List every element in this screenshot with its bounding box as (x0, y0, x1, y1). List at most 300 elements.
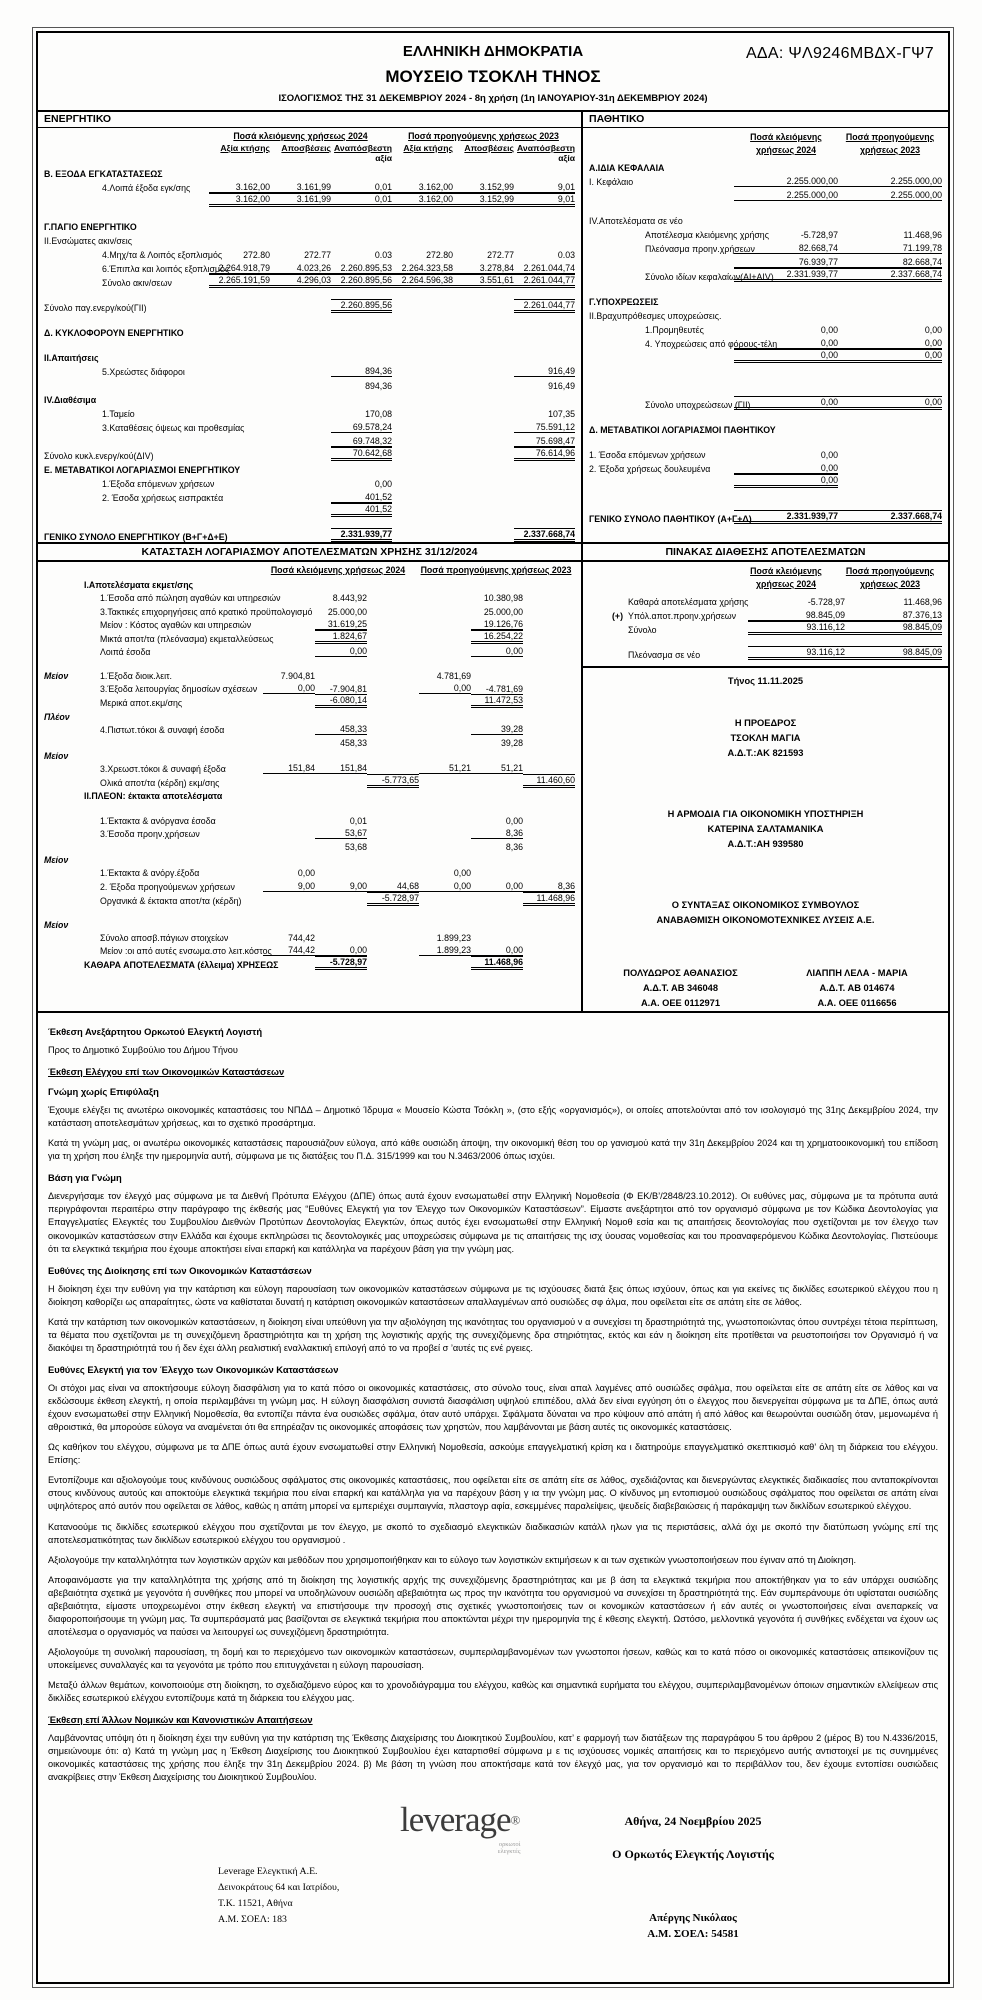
cell-value: 11.460,60 (523, 774, 575, 788)
table-row (44, 892, 575, 906)
cell-value: 98.845,09 (748, 610, 845, 621)
cell-value: 2.331.939,77 (734, 268, 838, 282)
row-qualifier: Μείον (44, 751, 69, 762)
row-label: ΓΕΝΙΚΟ ΣΥΝΟΛΟ ΕΝΕΡΓΗΤΙΚΟΥ (Β+Γ+Δ+Ε) (44, 532, 228, 542)
table-row (44, 218, 575, 232)
column-header-2023: Ποσά προηγούμενης χρήσεως 2023 (408, 131, 559, 141)
table-row (44, 657, 575, 668)
cell-value: 8,36 (505, 842, 523, 852)
table-row (44, 577, 575, 590)
table-row (44, 694, 575, 708)
table-row (44, 735, 575, 748)
cell-value: 0,00 (315, 945, 367, 956)
column-header-2024: Ποσά κλειόμενης χρήσεως 2024 (750, 132, 822, 155)
cell-value: 2.264.918,79 (209, 263, 270, 274)
income-year-headers (44, 565, 575, 575)
row-label: 3.Τακτικές επιχορηγήσεις από κρατικό προϋπολογισμό (100, 606, 313, 617)
cell-value: 0,00 (734, 463, 838, 474)
cell-value: 3.162,00 (209, 193, 270, 207)
cell-value: 2.255.000,00 (838, 190, 942, 201)
cell-value: 0,00 (471, 881, 523, 892)
auditor-name: Απέργης Νικόλαος (649, 1911, 737, 1924)
row-label: 4.Λοιπά έξοδα εγκ/σης (102, 183, 191, 193)
cell-value: 87.376,13 (845, 610, 942, 621)
row-label: 3.Έξοδα λειτουργίας δημοσίων σχέσεων (100, 684, 258, 695)
cell-value: 0,00 (734, 396, 838, 410)
row-label: 1.Ταμείο (102, 409, 135, 419)
cell-value: 2.331.939,77 (734, 510, 838, 524)
document-header (38, 33, 948, 110)
row-label: ΓΕΝΙΚΟ ΣΥΝΟΛΟ ΠΑΘΗΤΙΚΟΥ (Α+Γ+Δ) (589, 514, 752, 524)
leverage-logo (400, 1800, 520, 1856)
results-section (38, 542, 948, 1013)
cell-value: -5.728,97 (800, 230, 838, 240)
column-header-2023: Ποσά προηγούμενης χρήσεως 2023 (845, 566, 935, 589)
registered-trademark-icon: ® (510, 1812, 521, 1828)
table-row (44, 503, 575, 517)
cell-value: 3.161,99 (270, 182, 331, 193)
table-row (44, 801, 575, 812)
cell-value: 11.468,96 (903, 597, 942, 607)
row-label: 1.Έκτακτα & ανόργανα έσοδα (100, 815, 216, 826)
report-footer (48, 1792, 938, 1983)
table-row (44, 377, 575, 391)
cell-value: 3.161,99 (270, 193, 331, 207)
table-row (589, 254, 942, 268)
cell-value: 2.255.000,00 (734, 176, 838, 187)
row-label: ΙV.Διαθέσιμα (44, 395, 97, 405)
report-paragraph: Ως καθήκον του ελέγχου, σύμφωνα με τα ΔΠΕ όπως αυτά έχουν ενσωματωθεί στην Ελληνική Νομοθεσία, ασκούμε επαγγελματική κρίση κα ι διατηρούμε επαγγελματικό σκεπτικισμό καθ’ όλη τη διάρκεια του ελέγχου. Επίσης: (48, 1442, 938, 1466)
cell-value: 272.77 (304, 250, 331, 260)
cell-value: 151,84 (263, 763, 315, 774)
cell-value: 170,08 (365, 409, 392, 419)
assets-section (38, 110, 583, 542)
cell-value: 76.614,96 (514, 447, 575, 461)
table-row (589, 635, 942, 646)
leverage-logo-text: leverage (400, 1799, 511, 1839)
cell-value: 3.278,84 (453, 263, 514, 274)
report-paragraph: Η διοίκηση έχει την ευθύνη για την κατάρτιση και εύλογη παρουσίαση των οικονομικών καταστάσεων σύμφωνα με τις ισχύουσες διατά ξεις όπως ισχύουν, όπως και για εκείνες τις δικλίδες εσωτερικού ελέγχου που η διοίκηση καθορίζει ως απαραίτητες, ώστε να καθίσταται δυνατή η κατάρτιση οικονομικών καταστάσεων απαλλαγμένων από ουσιώδες σφ άλμα, που οφείλεται είτε σε απάτη είτε σε λάθος. (48, 1283, 938, 1307)
table-row (44, 274, 575, 288)
advisor-company: ΑΝΑΒΑΘΜΙΣΗ ΟΙΚΟΝΟΜΟΤΕΧΝΙΚΕΣ ΛΥΣΕΙΣ Α.Ε. (656, 915, 875, 925)
report-paragraph: Κατά τη γνώμη μας, οι ανωτέρω οικονομικές καταστάσεις παρουσιάζουν εύλογα, από κάθε ουσιώδη άποψη, την οικονομική θέση του ορ γανισμού κατά την 31η Δεκεμβρίου 2024 και τη χρηματοοικονομική του επίδοση για τη χρήση που έληξε την ημερομηνία αυτή, σύμφωνα με τις διατάξεις του Π.Δ. 315/1999 και του Ν.3463/2006 όπως ισχύει. (48, 1138, 938, 1162)
table-row (44, 761, 575, 774)
table-row (44, 391, 575, 405)
audit-report-section (38, 1013, 948, 1982)
cell-value: 76.939,77 (734, 257, 838, 268)
column-header-2023: Ποσά προηγούμενης χρήσεως 2023 (845, 132, 935, 155)
cell-value: 0,00 (820, 450, 838, 460)
cell-value: 0,00 (838, 338, 942, 349)
column-header-2023: Ποσά προηγούμενης χρήσεως 2023 (420, 565, 572, 575)
accountant-2-name: ΛΙΑΠΠΗ ΛΕΛΑ - ΜΑΡΙΑ (806, 968, 908, 978)
cell-value: 107,35 (548, 409, 575, 419)
cell-value: 0,00 (419, 683, 471, 694)
row-label: Δ. ΜΕΤΑΒΑΤΙΚΟΙ ΛΟΓΑΡΙΑΣΜΟΙ ΠΑΘΗΤΙΚΟΥ (589, 425, 776, 435)
cell-value: 25.000,00 (483, 606, 523, 617)
row-label: 1.Έξοδα επόμενων χρήσεων (102, 479, 215, 489)
cell-value: 0,00 (505, 815, 523, 826)
cell-value: 93.116,12 (748, 621, 845, 635)
cell-value: 0,00 (838, 349, 942, 363)
cell-value: -5.728,97 (367, 892, 419, 906)
president-signature (589, 716, 942, 761)
balance-sheet-subtitle: ΙΣΟΛΟΓΙΣΜΟΣ ΤΗΣ 31 ΔΕΚΕΜΒΡΙΟΥ 2024 - 8η χρήση (1η ΙΑΝΟΥΑΡΙΟΥ-31η ΔΕΚΕΜΒΡΙΟΥ 2024) (278, 93, 708, 104)
cell-value: 0,00 (734, 349, 838, 363)
subheader-net-value: Αναπόσβεστη αξία (517, 143, 575, 163)
accountant-1-name: ΠΟΛΥΔΩΡΟΣ ΑΘΑΝΑΣΙΟΣ (623, 968, 738, 978)
row-label: 1. Έσοδα επόμενων χρήσεων (589, 450, 706, 460)
accountants-signatures (589, 966, 942, 1011)
row-label: Οργανικά & έκτακτα αποτ/τα (κέρδη) (100, 895, 242, 906)
row-label: Γ.ΥΠΟΧΡΕΩΣΕΙΣ (589, 297, 659, 307)
row-qualifier: Μείον (44, 671, 69, 682)
row-label: 4.Μηχ/τα & Λοιπός εξοπλισμός (102, 250, 223, 260)
cell-value: 0,00 (453, 868, 471, 879)
row-label: Α.ΙΔΙΑ ΚΕΦΑΛΑΙΑ (589, 163, 665, 173)
cell-value: 71.199,78 (838, 243, 942, 254)
accountant-1 (623, 966, 737, 1011)
cell-value: 0,00 (419, 881, 471, 892)
row-label: Ι.Αποτελέσματα εκμετ/σης (84, 580, 194, 591)
table-row (589, 293, 942, 307)
cell-value: 2.261.044,74 (514, 263, 575, 274)
table-row (44, 617, 575, 630)
cell-value: 2.264.323,58 (392, 263, 453, 274)
assets-title: ΕΝΕΡΓΗΤΙΚΟ (38, 110, 581, 128)
cell-value: 458,33 (340, 737, 367, 748)
report-heading: Βάση για Γνώμη (48, 1172, 122, 1184)
cell-value: 1.899,23 (436, 932, 471, 943)
cell-value: 0,00 (374, 479, 392, 489)
row-label: Πλεόνασμα σε νέο (628, 650, 701, 660)
table-row (44, 852, 575, 865)
table-row (44, 812, 575, 825)
row-label: 2. Έσοδα χρήσεως εισπρακτέα (102, 493, 224, 503)
cell-value: 39,28 (500, 737, 523, 748)
row-label: Ολικά αποτ/τα (κέρδη) εκμ/σης (100, 778, 220, 789)
report-heading: Έκθεση Ελέγχου επί των Οικονομικών Καταστάσεων (48, 1066, 285, 1078)
report-paragraph: Κατά την κατάρτιση των οικονομικών καταστάσεων, η διοίκηση είναι υπεύθυνη για την αξιολόγηση της ικανότητας του οργανισμού ν α συνεχίσει τη δραστηριότητά της, γνωστοποιώντας όπου συντρέχει τέτοια περίπτωση, τα θέματα που σχετίζονται με τη συνεχιζόμενη δραστηριότητα και τη χρήση της λογιστικής αρχής της συνεχιζόμενης δρα στηριότητας, εκτός και εάν η διοίκηση είτε προτίθεται να ρευστοποιήσει τον Οργανισμό ή να διακόψει τη δραστηριότητά του ή δεν έχει άλλη ρεαλιστική εναλλακτική επιλογή από το να προβεί σ ’αυτές τις ενέ ργειες. (48, 1316, 938, 1353)
table-row (44, 865, 575, 878)
cell-value: 0.03 (374, 250, 392, 260)
table-row (589, 240, 942, 254)
cell-value: 0,00 (263, 683, 315, 694)
row-label: Πλεόνασμα προην.χρήσεων (645, 244, 755, 254)
cell-value: 4.296,03 (270, 274, 331, 288)
table-row (44, 644, 575, 657)
table-row (44, 405, 575, 419)
audit-firm-address: Leverage Ελεγκτική Α.Ε. Δεινοκράτους 64 και Ιατρίδου, Τ.Κ. 11521, Αθήνα Α.Μ. ΣΟΕΛ: 183 (218, 1865, 340, 1925)
table-row (44, 475, 575, 489)
divider (583, 666, 948, 668)
row-label: ΙΙ.Βραχυπρόθεσμες υποχρεώσεις. (589, 311, 722, 321)
table-row (589, 212, 942, 226)
income-statement-table (44, 577, 575, 970)
cell-value: 8.443,92 (332, 593, 367, 604)
table-row (589, 499, 942, 510)
table-row (589, 488, 942, 499)
subheader-acquisition-value: Αξία κτήσης (403, 143, 453, 153)
row-label: Ε. ΜΕΤΑΒΑΤΙΚΟΙ ΛΟΓΑΡΙΑΣΜΟΙ ΕΝΕΡΓΗΤΙΚΟΥ (44, 465, 241, 475)
ada-code: ΑΔΑ: ΨΛ9246ΜΒΔΧ-ΓΨ7 (745, 45, 934, 62)
table-row (44, 419, 575, 433)
table-row (44, 708, 575, 721)
cell-value: 11.468,96 (471, 956, 523, 970)
cell-value: 0,00 (471, 646, 523, 657)
cell-value: 75.591,12 (514, 422, 575, 433)
president-name: ΤΣΟΚΛΗ ΜΑΓΙΑ (730, 733, 801, 743)
auditor-title: Ο Ορκωτός Ελεγκτής Λογιστής (612, 1846, 774, 1861)
cell-value: 0,00 (315, 646, 367, 657)
cell-value: 19.126,76 (471, 619, 523, 630)
cell-value: 11.468,96 (523, 892, 575, 906)
cell-value: 3.162,00 (392, 182, 453, 193)
table-row (44, 363, 575, 377)
cell-value: 3.152,99 (453, 193, 514, 207)
cell-value: 916,49 (514, 366, 575, 377)
row-qualifier: Μείον (44, 919, 69, 930)
cell-value: 4.781,69 (436, 671, 471, 682)
table-row (589, 435, 942, 446)
cell-value: 10.380,98 (483, 593, 523, 604)
table-row (589, 173, 942, 187)
table-row (589, 421, 942, 435)
table-row (44, 630, 575, 644)
report-paragraph: Μεταξύ άλλων θεμάτων, κοινοποιούμε στη διοίκηση, το σχεδιαζόμενο εύρος και το χρονοδιάγραμμα του ελέγχου, καθώς και σημαντικά ευρήματα του ελέγχου, συμπεριλαμβανομένων όποιων σημαντικών ελλείψεων στις δικλίδες εσωτερικού ελέγχου εντοπίζουμε κατά τη διάρκεια του ελέγχου μας. (48, 1680, 938, 1704)
table-row (589, 159, 942, 173)
cell-value: -6.080,14 (315, 694, 367, 708)
row-label: Β. ΕΞΟΔΑ ΕΓΚΑΤΑΣΤΑΣΕΩΣ (44, 169, 163, 179)
report-paragraph: Κατανοούμε τις δικλίδες εσωτερικού ελέγχου που σχετίζονται με τον έλεγχο, με σκοπό το σχεδιασμό ελεγκτικών διαδικασιών κατάλλ ηλων για τις περιστάσεις, αλλά όχι με σκοπό την διατύπωση γνώμης επί της αποτελεσματικότητας των δικλίδων εσωτερικού ελέγχου του οργανισμού . (48, 1521, 938, 1545)
report-paragraph: Εντοπίζουμε και αξιολογούμε τους κινδύνους ουσιώδους σφάλματος στις οικονομικές καταστάσεις, που οφείλεται είτε σε απάτη είτε σε λάθος, σχεδιάζοντας και διενεργώντας ελεγκτικές διαδικασίες που ανταποκρίνονται στους κινδύνους αυτούς και αποκτούμε ελεγκτικά τεκμήρια που είναι επαρκή και κατάλληλα για να παρέχουν βάση γ ια την γνώμη μας. Ο κίνδυνος μη εντοπισμού ουσιώδους σφάλματος που οφείλεται σε απάτη είναι υψηλότερος από αυτόν που οφείλεται σε λάθος, καθώς η απάτη μπορεί να εμπεριέχει συμπαιγνία, πλαστογρ αφία, εσκεμμένες παραλείψεις, ψευδείς διαβεβαιώσεις ή παράκαμψη των δικλίδων εσωτερικού ελέγχου. (48, 1475, 938, 1512)
table-row (589, 226, 942, 240)
row-label: Σύνολο ακιν/σεων (102, 278, 172, 288)
cell-value: 0,00 (924, 325, 942, 335)
cell-value: 53,68 (344, 842, 367, 852)
cell-value: 9,00 (263, 881, 315, 892)
cell-value: 0,01 (331, 193, 392, 207)
cell-value: 2.331.939,77 (331, 528, 392, 542)
table-row (44, 774, 575, 788)
row-label: Σύνολο (628, 625, 657, 635)
table-row (589, 510, 942, 524)
row-label: 4. Υποχρεώσεις από φόρους-τέλη (645, 339, 778, 349)
row-label: ΙΙ.ΠΛΕΟΝ: έκτακτα αποτελέσματα (84, 791, 223, 802)
income-statement-section (38, 542, 583, 1011)
table-row (44, 956, 575, 970)
cell-value: 3.152,99 (453, 182, 514, 193)
row-label: 2. Έξοδα προηγούμενων χρήσεων (100, 881, 235, 892)
accountant-2 (806, 966, 907, 1011)
table-row (589, 474, 942, 488)
report-heading: Ευθύνες της Διοίκησης επί των Οικονομικών Καταστάσεων (48, 1264, 312, 1276)
table-row (44, 207, 575, 218)
table-row (44, 681, 575, 694)
cell-value: 0,01 (331, 182, 392, 193)
report-heading: Γνώμη χωρίς Επιφύλαξη (48, 1086, 159, 1098)
cell-value: 2.260.895,56 (331, 274, 392, 288)
row-qualifier: Πλέον (44, 711, 70, 722)
cell-value: 894,36 (365, 381, 392, 391)
cell-value: 744,42 (288, 932, 315, 943)
cell-value: 2.260.895,53 (331, 263, 392, 274)
table-row (44, 788, 575, 801)
cell-value: 16.254,22 (471, 630, 523, 644)
subheader-depreciation: Αποσβέσεις (464, 143, 514, 153)
table-row (44, 165, 575, 179)
cell-value: 11.472,53 (471, 694, 523, 708)
table-row (589, 385, 942, 396)
cell-value: 2.260.895,56 (331, 299, 392, 313)
row-label: 4.Πιστωτ.τόκοι & συναφή έσοδα (100, 724, 225, 735)
report-paragraph: Οι στόχοι μας είναι να αποκτήσουμε εύλογη διασφάλιση για το κατά πόσο οι οικονομικές καταστάσεις, στο σύνολο τους, είναι απαλ λαγμένες από ουσιώδες σφάλμα, που οφείλεται είτε σε απάτη είτε σε λάθος και να εκδώσουμε έκθεση ελεγκτή, η οποία περιλαμβάνει τη γνώμη μας. Η εύλογη διασφάλιση συνιστά διασφάλιση υψηλού επιπέδου, αλλά δεν είναι εγγύηση ότι ο έλεγχος που διενεργείται σύμφωνα με τα ΔΠΕ, όπως αυτά έχουν ενσωματωθεί στην Ελληνική Νομοθεσία, θα εντοπίζει πάντα ένα ουσιώδες σφάλμα, όταν αυτό υπάρχει. Σφάλματα δύναται να προ κύψουν από απάτη ή από λάθος και θεωρούνται ουσιώδη όταν, μεμονωμένα ή αθροιστικά, θα μπορούσε εύλογα να αναμένεται ότι θα επηρέαζαν τις οικονομικές αποφάσεις των χρηστών, που λαμβάνονται με βάση αυτές τις οικονομικές καταστάσεις. (48, 1382, 938, 1433)
table-row (44, 433, 575, 447)
distribution-section (583, 542, 948, 1011)
table-row (44, 461, 575, 475)
cell-value: 9,00 (315, 881, 367, 892)
cell-value: 51,21 (419, 763, 471, 774)
row-label: Ι. Κεφάλαιο (589, 177, 634, 187)
cell-value: 458,33 (315, 724, 367, 735)
cell-value: 2.337.668,74 (838, 268, 942, 282)
row-label: Μερικά αποτ.εκμ/σης (100, 698, 183, 709)
liabilities-table (589, 159, 942, 524)
table-row (44, 917, 575, 930)
row-label: 3.Έσοδα προην.χρήσεων (100, 828, 200, 839)
cell-value: 82.668,74 (734, 243, 838, 254)
table-row (44, 447, 575, 461)
report-paragraph: Διενεργήσαμε τον έλεγχό μας σύμφωνα με τα Διεθνή Πρότυπα Ελέγχου (ΔΠΕ) όπως αυτά έχουν ενσωματωθεί στην Ελληνική Νομοθεσία (Φ ΕΚ/Β’/2848/23.10.2012). Οι ευθύνες μας, σύμφωνα με τα πρότυπα αυτά περιγράφονται περαιτέρω στην παράγραφο της έκθεσής μας “Ευθύνες Ελεγκτή για τον Έλεγχο των Οικονομικών Καταστάσεων”. Είμαστε ανεξάρτητοι από τον οργανισμό σύμφωνα με τον Κώδικα Δεοντολογίας για Επαγγελματίες Ελεγκτές του Συμβουλίου Διεθνών Προτύπων Δεοντολογίας Ελεγκτών, όπως αυτός έχει ενσωματωθεί στην Ελληνική Νομοθ εσία και τις απαιτήσεις δεοντολογίας που σχετίζονται με τον έλεγχο των οικονομικών καταστάσεων στην Ελλάδα και έχουμε εκπληρώσει τις δεοντολογικές μας υποχρεώσεις σύμφωνα με τις απαιτήσεις της ισχ ύουσας νομοθεσίας και του προαναφερόμενου Κώδικα Δεοντολογίας. Πιστεύουμε ότι τα ελεγκτικά τεκμήρια που έχουμε αποκτήσει είναι επαρκή και κατάλληλα να παρέχουν βάση για την γνώμη μας. (48, 1191, 938, 1254)
cell-value: 272.77 (487, 250, 514, 260)
cell-value: -5.728,97 (315, 956, 367, 970)
row-label: Σύνολο ιδίων κεφαλαίων(ΑΙ+ΑΙV) (645, 272, 774, 282)
row-qualifier: Μείον (44, 855, 69, 866)
finance-officer-signature (589, 807, 942, 852)
table-row (589, 268, 942, 282)
table-row (44, 288, 575, 299)
cell-value: 51,21 (471, 763, 523, 774)
balance-sheet (38, 110, 948, 542)
cell-value: 69.578,24 (331, 422, 392, 433)
cell-value: 11.468,96 (903, 230, 942, 240)
liabilities-section (583, 110, 948, 542)
finance-role: Η ΑΡΜΟΔΙΑ ΓΙΑ ΟΙΚΟΝΟΜΙΚΗ ΥΠΟΣΤΗΡΙΞΗ (667, 809, 864, 819)
cell-value: 2.261.044,77 (514, 299, 575, 313)
cell-value: 0,00 (734, 338, 838, 349)
assets-year-headers (44, 131, 575, 141)
table-row (589, 446, 942, 460)
cell-value: 53,67 (315, 828, 367, 839)
column-header-2024: Ποσά κλειόμενης χρήσεως 2024 (750, 566, 822, 589)
assets-table (44, 165, 575, 542)
cell-value: 93.116,12 (748, 646, 845, 660)
report-paragraph: Αξιολογούμε τη συνολική παρουσίαση, τη δομή και το περιεχόμενο των οικονομικών καταστάσεων, συμπεριλαμβανομένων των γνωστοποι ήσεων, καθώς και το κατά πόσο οι οικονομικές καταστάσεις απεικονίζουν τις υποκείμενες συναλλαγές και τα γεγονότα με τρόπο που επιτυγχάνεται η εύλογη παρουσίαση. (48, 1647, 938, 1671)
row-label: Υπόλ.αποτ.προην.χρήσεων (628, 611, 737, 621)
cell-value: 0.03 (557, 250, 575, 260)
table-row (589, 335, 942, 349)
cell-value: 98.845,09 (845, 646, 942, 660)
table-row (44, 299, 575, 313)
table-row (44, 528, 575, 542)
cell-value: -7.904,81 (329, 684, 367, 695)
table-row (44, 878, 575, 891)
table-row (44, 603, 575, 616)
table-row (589, 374, 942, 385)
cell-value: 2.265.191,59 (209, 274, 270, 288)
table-row (589, 410, 942, 421)
cell-value: 0,00 (820, 325, 838, 335)
table-row (44, 260, 575, 274)
table-row (44, 943, 575, 956)
document-inner-border (36, 31, 950, 1984)
cell-value: 31.619,25 (315, 619, 367, 630)
country-title: ΕΛΛΗΝΙΚΗ ΔΗΜΟΚΡΑΤΙΑ (402, 43, 584, 60)
cell-value: 2.264.596,38 (392, 274, 453, 288)
cell-value: 82.668,74 (838, 257, 942, 268)
cell-value: 3.162,00 (392, 193, 453, 207)
president-role: Η ΠΡΟΕΔΡΟΣ (734, 718, 797, 728)
table-row (589, 621, 942, 635)
cell-value: -5.773,65 (367, 774, 419, 788)
report-heading: Έκθεση Ανεξάρτητου Ορκωτού Ελεγκτή Λογιστή (48, 1026, 263, 1037)
row-label: Σύνολο κυκλ.ενεργ/κού(ΔΙV) (44, 451, 154, 461)
table-row (44, 839, 575, 852)
cell-value: 2.337.668,74 (838, 510, 942, 524)
cell-value: 1.824,67 (315, 630, 367, 644)
subheader-net-value: Αναπόσβεστη αξία (334, 143, 392, 163)
table-row (44, 232, 575, 246)
income-statement-title: ΚΑΤΑΣΤΑΣΗ ΛΟΓΑΡΙΑΣΜΟΥ ΑΠΟΤΕΛΕΣΜΑΤΩΝ ΧΡΗΣΗΣ 31/12/2024 (38, 542, 581, 562)
table-row (44, 179, 575, 193)
finance-id: Α.Δ.Τ.:ΑΗ 939580 (727, 839, 804, 849)
row-label: 3.Χρεωστ.τόκοι & συναφή έξοδα (100, 764, 226, 775)
president-id: Α.Δ.Τ.:ΑΚ 821593 (727, 748, 804, 758)
row-label: 3.Καταθέσεις όψεως και προθεσμίας (102, 423, 245, 433)
cell-value: -5.728,97 (807, 597, 845, 607)
distribution-title: ΠΙΝΑΚΑΣ ΔΙΑΘΕΣΗΣ ΑΠΟΤΕΛΕΣΜΑΤΩΝ (583, 542, 948, 562)
row-label: 1.Έξοδα διοικ.λειτ. (100, 671, 172, 682)
report-date: Αθήνα, 24 Νοεμβρίου 2025 (624, 1813, 762, 1828)
cell-value: 0,00 (838, 396, 942, 410)
distribution-table (589, 593, 942, 660)
row-label: Καθαρά αποτελέσματα χρήσης (628, 597, 749, 607)
subheader-acquisition-value: Αξία κτήσης (220, 143, 270, 153)
cell-value: 272.80 (243, 250, 270, 260)
cell-value: 39,28 (471, 724, 523, 735)
auditor-signature (568, 1910, 818, 1942)
cell-value: 401,52 (331, 503, 392, 517)
cell-value: 1.899,23 (419, 945, 471, 956)
assets-sub-headers (44, 143, 575, 163)
cell-value: 98.845,09 (845, 621, 942, 635)
accountant-2-reg: Α.Α. ΟΕΕ 0116656 (817, 998, 897, 1008)
accountant-1-reg: Α.Α. ΟΕΕ 0112971 (640, 998, 721, 1008)
row-label: ΙΙ.Ενσώματες ακιν/σεις (44, 236, 132, 246)
table-row (589, 607, 942, 621)
row-label: Αποτέλεσμα κλειόμενης χρήσης (645, 230, 769, 240)
cell-value: 3.551,61 (453, 274, 514, 288)
cell-value: 2.255.000,00 (838, 176, 942, 187)
subheader-depreciation: Αποσβέσεις (281, 143, 331, 153)
row-qualifier: (+) (612, 611, 623, 621)
table-row (589, 307, 942, 321)
table-row (44, 246, 575, 260)
table-row (589, 646, 942, 660)
table-row (44, 349, 575, 363)
cell-value: 401,52 (331, 492, 392, 503)
cell-value: 0,00 (734, 474, 838, 488)
